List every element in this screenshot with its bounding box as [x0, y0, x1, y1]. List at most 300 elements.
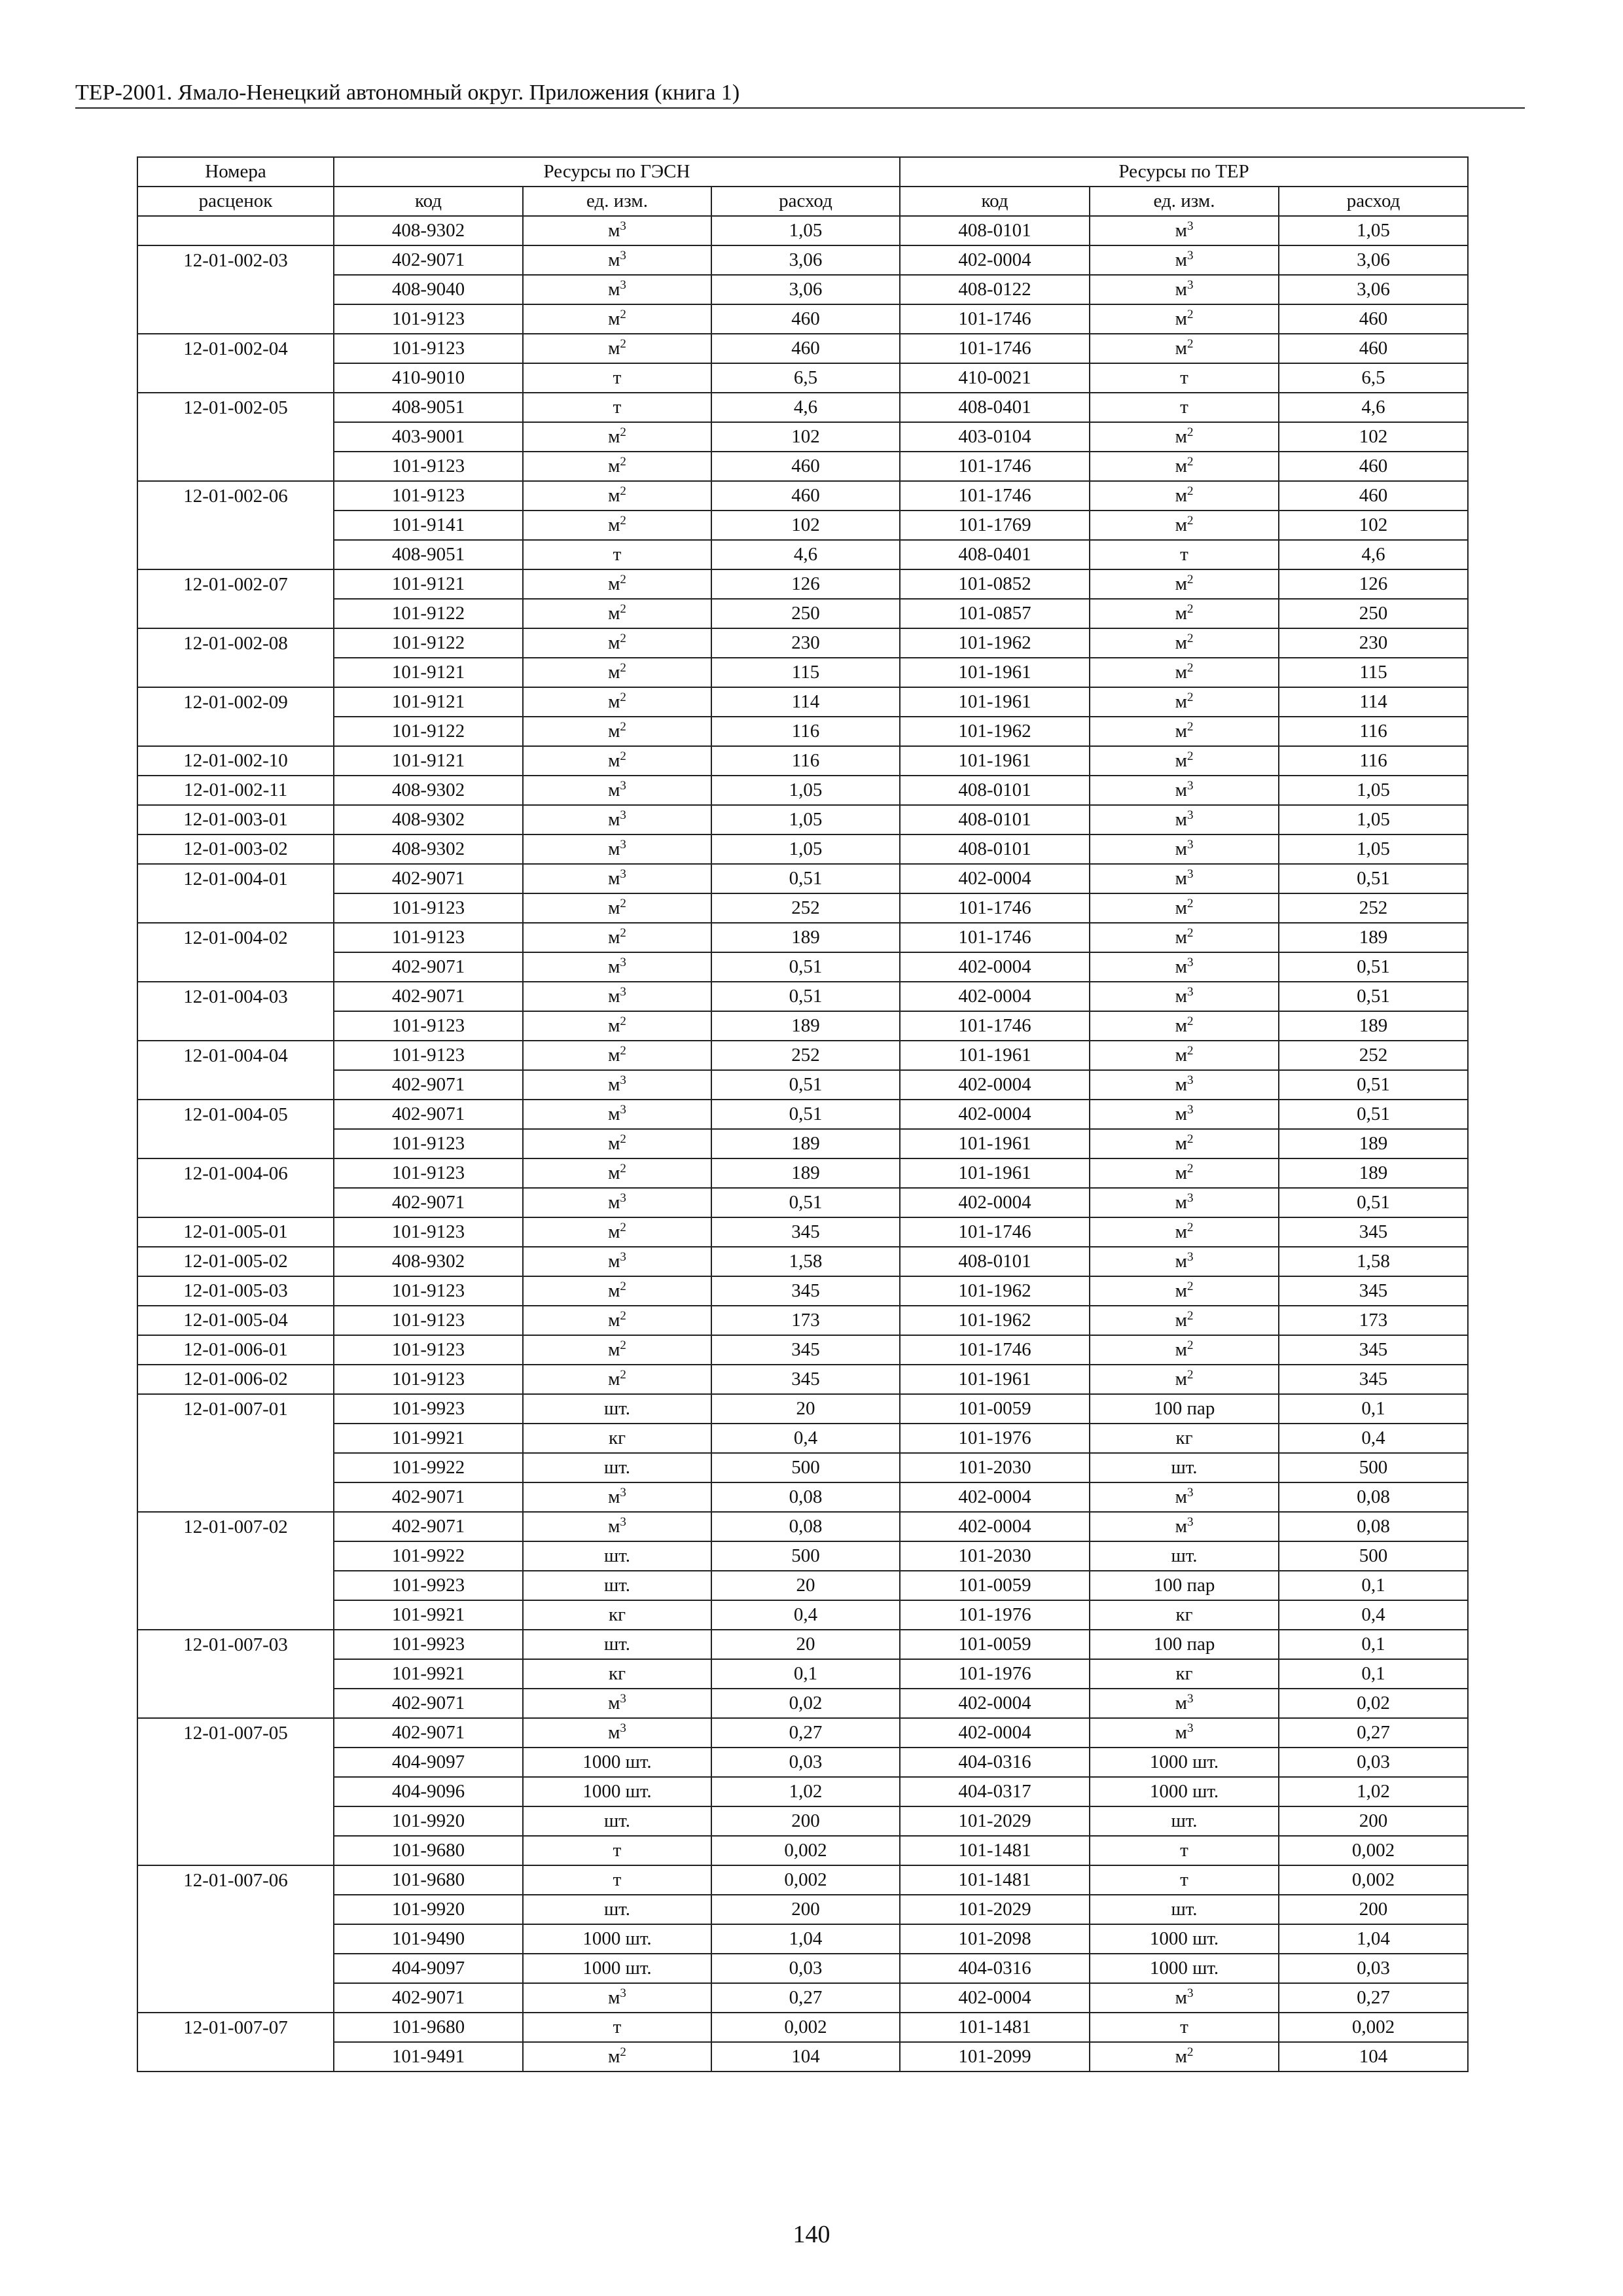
ter-consumption-cell: 126 [1279, 569, 1468, 599]
gesn-unit-cell: $м^3$ [523, 1070, 711, 1100]
gesn-unit-cell: кг [523, 1424, 711, 1453]
gesn-unit-cell: шт. [523, 1806, 711, 1836]
table-row [137, 422, 1468, 452]
gesn-unit-cell: $м^2$ [523, 1335, 711, 1365]
gesn-code-cell: 101-9123 [334, 1041, 523, 1070]
ter-consumption-cell: 0,51 [1279, 952, 1468, 982]
gesn-unit-cell: $м^2$ [523, 452, 711, 481]
gesn-code-cell: 402-9071 [334, 1070, 523, 1100]
gesn-code-cell: 101-9922 [334, 1541, 523, 1571]
ter-unit-cell: 1000 шт. [1090, 1777, 1279, 1806]
gesn-consumption-cell: 345 [711, 1276, 900, 1306]
gesn-consumption-cell: 0,51 [711, 864, 900, 893]
gesn-code-cell: 402-9071 [334, 1188, 523, 1217]
ter-unit-cell: т [1090, 363, 1279, 393]
ter-code-cell: 408-0101 [900, 834, 1090, 864]
ter-consumption-cell: 115 [1279, 658, 1468, 687]
ter-consumption-cell: 460 [1279, 334, 1468, 363]
ter-code-cell: 101-1961 [900, 658, 1090, 687]
ter-consumption-cell: 0,51 [1279, 864, 1468, 893]
table-row [137, 1836, 1468, 1865]
table-row [137, 1924, 1468, 1954]
ter-consumption-cell: 116 [1279, 746, 1468, 776]
gesn-code-cell: 410-9010 [334, 363, 523, 393]
gesn-unit-cell: $м^3$ [523, 1100, 711, 1129]
gesn-code-cell: 402-9071 [334, 952, 523, 982]
ter-consumption-cell: 250 [1279, 599, 1468, 628]
gesn-consumption-cell: 0,02 [711, 1689, 900, 1718]
ter-code-cell: 408-0101 [900, 776, 1090, 805]
rate-number-cell: 12-01-005-01 [137, 1217, 334, 1247]
header-rate-numbers-line2: расценок [137, 187, 334, 216]
rate-number-cell: 12-01-007-05 [137, 1718, 334, 1748]
gesn-unit-cell: $м^2$ [523, 628, 711, 658]
ter-consumption-cell: 104 [1279, 2042, 1468, 2072]
rate-number-cell [137, 1954, 334, 1983]
table-row [137, 245, 1468, 275]
gesn-consumption-cell: 189 [711, 1129, 900, 1158]
ter-consumption-cell: 102 [1279, 422, 1468, 452]
ter-unit-cell: $м^3$ [1090, 1247, 1279, 1276]
rate-number-cell [137, 658, 334, 687]
ter-consumption-cell: 0,1 [1279, 1659, 1468, 1689]
table-row [137, 1041, 1468, 1070]
gesn-consumption-cell: 460 [711, 334, 900, 363]
rate-number-cell [137, 1983, 334, 2013]
gesn-consumption-cell: 0,002 [711, 2013, 900, 2042]
table-row [137, 452, 1468, 481]
table-row [137, 2042, 1468, 2072]
gesn-code-cell: 101-9122 [334, 717, 523, 746]
ter-unit-cell: $м^3$ [1090, 1689, 1279, 1718]
gesn-consumption-cell: 4,6 [711, 540, 900, 569]
gesn-consumption-cell: 252 [711, 893, 900, 923]
gesn-consumption-cell: 3,06 [711, 275, 900, 304]
gesn-consumption-cell: 0,4 [711, 1600, 900, 1630]
gesn-consumption-cell: 4,6 [711, 393, 900, 422]
ter-unit-cell: $м^3$ [1090, 1718, 1279, 1748]
ter-consumption-cell: 173 [1279, 1306, 1468, 1335]
ter-consumption-cell: 1,02 [1279, 1777, 1468, 1806]
table-row [137, 1129, 1468, 1158]
table-row [137, 1482, 1468, 1512]
gesn-unit-cell: $м^2$ [523, 481, 711, 511]
ter-code-cell: 101-1961 [900, 1041, 1090, 1070]
gesn-unit-cell: шт. [523, 1571, 711, 1600]
rate-number-cell: 12-01-004-02 [137, 923, 334, 952]
rate-number-cell: 12-01-002-08 [137, 628, 334, 658]
ter-consumption-cell: 0,1 [1279, 1394, 1468, 1424]
gesn-code-cell: 101-9122 [334, 599, 523, 628]
gesn-unit-cell: $м^2$ [523, 1011, 711, 1041]
gesn-consumption-cell: 189 [711, 1158, 900, 1188]
ter-consumption-cell: 230 [1279, 628, 1468, 658]
ter-consumption-cell: 0,002 [1279, 1865, 1468, 1895]
gesn-unit-cell: шт. [523, 1630, 711, 1659]
ter-code-cell: 101-1962 [900, 628, 1090, 658]
gesn-unit-cell: 1000 шт. [523, 1954, 711, 1983]
ter-code-cell: 404-0316 [900, 1748, 1090, 1777]
table-row [137, 1100, 1468, 1129]
gesn-consumption-cell: 1,02 [711, 1777, 900, 1806]
gesn-consumption-cell: 0,08 [711, 1512, 900, 1541]
ter-consumption-cell: 189 [1279, 923, 1468, 952]
gesn-consumption-cell: 189 [711, 923, 900, 952]
gesn-unit-cell: $м^3$ [523, 864, 711, 893]
gesn-consumption-cell: 345 [711, 1217, 900, 1247]
gesn-consumption-cell: 102 [711, 511, 900, 540]
ter-unit-cell: шт. [1090, 1806, 1279, 1836]
table-row [137, 1954, 1468, 1983]
gesn-consumption-cell: 102 [711, 422, 900, 452]
gesn-code-cell: 101-9123 [334, 893, 523, 923]
gesn-code-cell: 408-9302 [334, 776, 523, 805]
gesn-code-cell: 101-9123 [334, 334, 523, 363]
gesn-consumption-cell: 345 [711, 1335, 900, 1365]
gesn-consumption-cell: 20 [711, 1571, 900, 1600]
gesn-consumption-cell: 0,51 [711, 1100, 900, 1129]
ter-unit-cell: 100 пар [1090, 1394, 1279, 1424]
ter-code-cell: 101-2098 [900, 1924, 1090, 1954]
table-row [137, 1983, 1468, 2013]
gesn-code-cell: 101-9123 [334, 1217, 523, 1247]
gesn-code-cell: 101-9491 [334, 2042, 523, 2072]
ter-code-cell: 101-0857 [900, 599, 1090, 628]
gesn-code-cell: 402-9071 [334, 1100, 523, 1129]
gesn-code-cell: 404-9096 [334, 1777, 523, 1806]
ter-code-cell: 402-0004 [900, 1100, 1090, 1129]
gesn-consumption-cell: 6,5 [711, 363, 900, 393]
gesn-code-cell: 101-9141 [334, 511, 523, 540]
gesn-consumption-cell: 200 [711, 1806, 900, 1836]
rates-table [137, 156, 1469, 2072]
gesn-code-cell: 404-9097 [334, 1748, 523, 1777]
gesn-unit-cell: т [523, 2013, 711, 2042]
ter-code-cell: 101-1976 [900, 1659, 1090, 1689]
table-row [137, 334, 1468, 363]
rate-number-cell [137, 540, 334, 569]
gesn-code-cell: 101-9921 [334, 1600, 523, 1630]
gesn-code-cell: 101-9123 [334, 304, 523, 334]
gesn-code-cell: 101-9123 [334, 1129, 523, 1158]
ter-code-cell: 101-1746 [900, 481, 1090, 511]
ter-unit-cell: $м^2$ [1090, 1011, 1279, 1041]
rate-number-cell: 12-01-002-10 [137, 746, 334, 776]
gesn-code-cell: 404-9097 [334, 1954, 523, 1983]
ter-consumption-cell: 0,1 [1279, 1571, 1468, 1600]
gesn-code-cell: 402-9071 [334, 1689, 523, 1718]
ter-consumption-cell: 345 [1279, 1365, 1468, 1394]
ter-consumption-cell: 1,05 [1279, 776, 1468, 805]
gesn-consumption-cell: 1,05 [711, 805, 900, 834]
gesn-unit-cell: $м^3$ [523, 952, 711, 982]
rate-number-cell: 12-01-007-01 [137, 1394, 334, 1424]
gesn-unit-cell: $м^3$ [523, 1188, 711, 1217]
table-row [137, 1070, 1468, 1100]
ter-code-cell: 101-1746 [900, 304, 1090, 334]
rate-number-cell: 12-01-006-01 [137, 1335, 334, 1365]
gesn-code-cell: 408-9051 [334, 393, 523, 422]
ter-code-cell: 402-0004 [900, 1983, 1090, 2013]
ter-code-cell: 101-2099 [900, 2042, 1090, 2072]
ter-consumption-cell: 114 [1279, 687, 1468, 717]
ter-unit-cell: т [1090, 1865, 1279, 1895]
rate-number-cell: 12-01-002-07 [137, 569, 334, 599]
page-number: 140 [793, 2221, 830, 2248]
gesn-consumption-cell: 126 [711, 569, 900, 599]
ter-unit-cell: $м^2$ [1090, 1041, 1279, 1070]
ter-consumption-cell: 0,002 [1279, 1836, 1468, 1865]
ter-consumption-cell: 0,08 [1279, 1482, 1468, 1512]
gesn-unit-cell: $м^2$ [523, 1306, 711, 1335]
ter-consumption-cell: 1,05 [1279, 805, 1468, 834]
ter-code-cell: 101-2029 [900, 1806, 1090, 1836]
gesn-unit-cell: 1000 шт. [523, 1924, 711, 1954]
gesn-code-cell: 403-9001 [334, 422, 523, 452]
gesn-unit-cell: т [523, 1836, 711, 1865]
ter-code-cell: 101-2029 [900, 1895, 1090, 1924]
gesn-unit-cell: $м^2$ [523, 746, 711, 776]
ter-code-cell: 402-0004 [900, 1512, 1090, 1541]
gesn-code-cell: 402-9071 [334, 864, 523, 893]
ter-consumption-cell: 0,4 [1279, 1600, 1468, 1630]
ter-code-cell: 408-0101 [900, 805, 1090, 834]
gesn-code-cell: 408-9302 [334, 805, 523, 834]
table-row [137, 1600, 1468, 1630]
gesn-code-cell: 101-9923 [334, 1571, 523, 1600]
ter-unit-cell: кг [1090, 1600, 1279, 1630]
gesn-consumption-cell: 104 [711, 2042, 900, 2072]
table-row [137, 834, 1468, 864]
table-row [137, 1247, 1468, 1276]
ter-code-cell: 101-1481 [900, 1836, 1090, 1865]
gesn-unit-cell: $м^2$ [523, 1276, 711, 1306]
ter-consumption-cell: 1,05 [1279, 834, 1468, 864]
gesn-unit-cell: шт. [523, 1453, 711, 1482]
rate-number-cell [137, 952, 334, 982]
ter-unit-cell: $м^3$ [1090, 245, 1279, 275]
gesn-consumption-cell: 250 [711, 599, 900, 628]
gesn-unit-cell: $м^2$ [523, 893, 711, 923]
ter-unit-cell: $м^2$ [1090, 746, 1279, 776]
table-row [137, 540, 1468, 569]
gesn-code-cell: 101-9923 [334, 1394, 523, 1424]
ter-code-cell: 101-1961 [900, 1129, 1090, 1158]
ter-unit-cell: $м^2$ [1090, 511, 1279, 540]
rate-number-cell: 12-01-007-06 [137, 1865, 334, 1895]
table-row [137, 481, 1468, 511]
ter-consumption-cell: 116 [1279, 717, 1468, 746]
ter-unit-cell: т [1090, 1836, 1279, 1865]
rate-number-cell: 12-01-007-07 [137, 2013, 334, 2042]
gesn-code-cell: 101-9123 [334, 1365, 523, 1394]
gesn-code-cell: 101-9921 [334, 1424, 523, 1453]
gesn-code-cell: 402-9071 [334, 1718, 523, 1748]
gesn-unit-cell: т [523, 393, 711, 422]
ter-code-cell: 408-0401 [900, 540, 1090, 569]
table-row [137, 1512, 1468, 1541]
ter-unit-cell: $м^3$ [1090, 864, 1279, 893]
rate-number-cell: 12-01-003-02 [137, 834, 334, 864]
ter-consumption-cell: 0,4 [1279, 1424, 1468, 1453]
ter-unit-cell: 1000 шт. [1090, 1748, 1279, 1777]
rate-number-cell [137, 1070, 334, 1100]
rate-number-cell [137, 1482, 334, 1512]
table-row [137, 687, 1468, 717]
ter-code-cell: 101-1746 [900, 893, 1090, 923]
ter-consumption-cell: 1,58 [1279, 1247, 1468, 1276]
gesn-unit-cell: т [523, 363, 711, 393]
table-row [137, 776, 1468, 805]
table-row [137, 746, 1468, 776]
gesn-consumption-cell: 0,4 [711, 1424, 900, 1453]
gesn-unit-cell: $м^2$ [523, 569, 711, 599]
rate-number-cell [137, 1924, 334, 1954]
gesn-code-cell: 101-9123 [334, 1158, 523, 1188]
rate-number-cell: 12-01-002-03 [137, 245, 334, 275]
ter-code-cell: 101-1961 [900, 687, 1090, 717]
rate-number-cell: 12-01-005-02 [137, 1247, 334, 1276]
ter-consumption-cell: 0,1 [1279, 1630, 1468, 1659]
ter-unit-cell: $м^3$ [1090, 275, 1279, 304]
gesn-code-cell: 101-9123 [334, 1335, 523, 1365]
gesn-code-cell: 101-9121 [334, 658, 523, 687]
rate-number-cell [137, 1689, 334, 1718]
ter-consumption-cell: 4,6 [1279, 540, 1468, 569]
ter-unit-cell: $м^2$ [1090, 1335, 1279, 1365]
gesn-code-cell: 408-9051 [334, 540, 523, 569]
gesn-unit-cell: $м^2$ [523, 1041, 711, 1070]
ter-consumption-cell: 252 [1279, 893, 1468, 923]
ter-unit-cell: $м^2$ [1090, 304, 1279, 334]
ter-unit-cell: $м^2$ [1090, 452, 1279, 481]
table-row [137, 982, 1468, 1011]
ter-consumption-cell: 0,51 [1279, 1188, 1468, 1217]
ter-code-cell: 101-1746 [900, 1335, 1090, 1365]
subheader-consumption: расход [1279, 187, 1468, 216]
ter-code-cell: 101-2030 [900, 1453, 1090, 1482]
ter-unit-cell: $м^2$ [1090, 1217, 1279, 1247]
ter-unit-cell: $м^3$ [1090, 1512, 1279, 1541]
subheader-code: код [900, 187, 1090, 216]
table-row [137, 1306, 1468, 1335]
gesn-unit-cell: $м^3$ [523, 1689, 711, 1718]
ter-unit-cell: кг [1090, 1424, 1279, 1453]
gesn-consumption-cell: 114 [711, 687, 900, 717]
rate-number-cell: 12-01-004-03 [137, 982, 334, 1011]
ter-unit-cell: $м^2$ [1090, 717, 1279, 746]
ter-unit-cell: шт. [1090, 1453, 1279, 1482]
ter-unit-cell: 100 пар [1090, 1630, 1279, 1659]
table-row [137, 864, 1468, 893]
ter-code-cell: 101-0852 [900, 569, 1090, 599]
ter-code-cell: 101-1746 [900, 1217, 1090, 1247]
gesn-consumption-cell: 20 [711, 1630, 900, 1659]
gesn-code-cell: 101-9121 [334, 569, 523, 599]
ter-code-cell: 404-0316 [900, 1954, 1090, 1983]
gesn-code-cell: 402-9071 [334, 1512, 523, 1541]
ter-code-cell: 402-0004 [900, 1718, 1090, 1748]
gesn-code-cell: 101-9922 [334, 1453, 523, 1482]
gesn-consumption-cell: 500 [711, 1541, 900, 1571]
gesn-unit-cell: $м^3$ [523, 216, 711, 245]
table-row [137, 717, 1468, 746]
gesn-consumption-cell: 460 [711, 481, 900, 511]
gesn-consumption-cell: 230 [711, 628, 900, 658]
rate-number-cell: 12-01-004-05 [137, 1100, 334, 1129]
ter-consumption-cell: 460 [1279, 304, 1468, 334]
gesn-code-cell: 101-9921 [334, 1659, 523, 1689]
gesn-consumption-cell: 200 [711, 1895, 900, 1924]
ter-code-cell: 101-1746 [900, 452, 1090, 481]
ter-code-cell: 101-1769 [900, 511, 1090, 540]
rate-number-cell [137, 1659, 334, 1689]
rate-number-cell [137, 1836, 334, 1865]
ter-consumption-cell: 0,51 [1279, 1100, 1468, 1129]
ter-consumption-cell: 0,08 [1279, 1512, 1468, 1541]
ter-unit-cell: кг [1090, 1659, 1279, 1689]
header-ter-resources: Ресурсы по ТЕР [900, 157, 1468, 187]
gesn-unit-cell: $м^3$ [523, 1512, 711, 1541]
ter-consumption-cell: 4,6 [1279, 393, 1468, 422]
table-body [137, 216, 1468, 2072]
gesn-code-cell: 101-9680 [334, 2013, 523, 2042]
ter-consumption-cell: 500 [1279, 1541, 1468, 1571]
gesn-unit-cell: $м^2$ [523, 599, 711, 628]
rate-number-cell: 12-01-005-03 [137, 1276, 334, 1306]
table-row [137, 275, 1468, 304]
gesn-consumption-cell: 0,51 [711, 982, 900, 1011]
ter-code-cell: 101-1962 [900, 717, 1090, 746]
gesn-code-cell: 101-9123 [334, 452, 523, 481]
table-row [137, 1777, 1468, 1806]
gesn-code-cell: 101-9122 [334, 628, 523, 658]
rate-number-cell [137, 1541, 334, 1571]
table-row [137, 1011, 1468, 1041]
ter-consumption-cell: 345 [1279, 1335, 1468, 1365]
table-row [137, 1365, 1468, 1394]
gesn-consumption-cell: 500 [711, 1453, 900, 1482]
ter-code-cell: 410-0021 [900, 363, 1090, 393]
ter-code-cell: 101-1746 [900, 1011, 1090, 1041]
ter-code-cell: 402-0004 [900, 864, 1090, 893]
ter-unit-cell: $м^2$ [1090, 1129, 1279, 1158]
ter-unit-cell: 1000 шт. [1090, 1924, 1279, 1954]
gesn-consumption-cell: 116 [711, 746, 900, 776]
gesn-unit-cell: $м^3$ [523, 776, 711, 805]
ter-consumption-cell: 0,27 [1279, 1983, 1468, 2013]
gesn-unit-cell: $м^3$ [523, 275, 711, 304]
ter-consumption-cell: 0,27 [1279, 1718, 1468, 1748]
gesn-consumption-cell: 460 [711, 304, 900, 334]
rate-number-cell: 12-01-006-02 [137, 1365, 334, 1394]
table-row [137, 1217, 1468, 1247]
ter-code-cell: 408-0401 [900, 393, 1090, 422]
ter-consumption-cell: 0,51 [1279, 1070, 1468, 1100]
ter-unit-cell: $м^2$ [1090, 569, 1279, 599]
ter-unit-cell: $м^3$ [1090, 776, 1279, 805]
gesn-unit-cell: шт. [523, 1394, 711, 1424]
gesn-code-cell: 101-9123 [334, 481, 523, 511]
ter-unit-cell: т [1090, 393, 1279, 422]
gesn-unit-cell: $м^3$ [523, 982, 711, 1011]
table-row [137, 893, 1468, 923]
ter-code-cell: 101-1976 [900, 1600, 1090, 1630]
ter-unit-cell: $м^2$ [1090, 893, 1279, 923]
ter-unit-cell: $м^3$ [1090, 1482, 1279, 1512]
gesn-code-cell: 101-9680 [334, 1836, 523, 1865]
ter-unit-cell: 100 пар [1090, 1571, 1279, 1600]
